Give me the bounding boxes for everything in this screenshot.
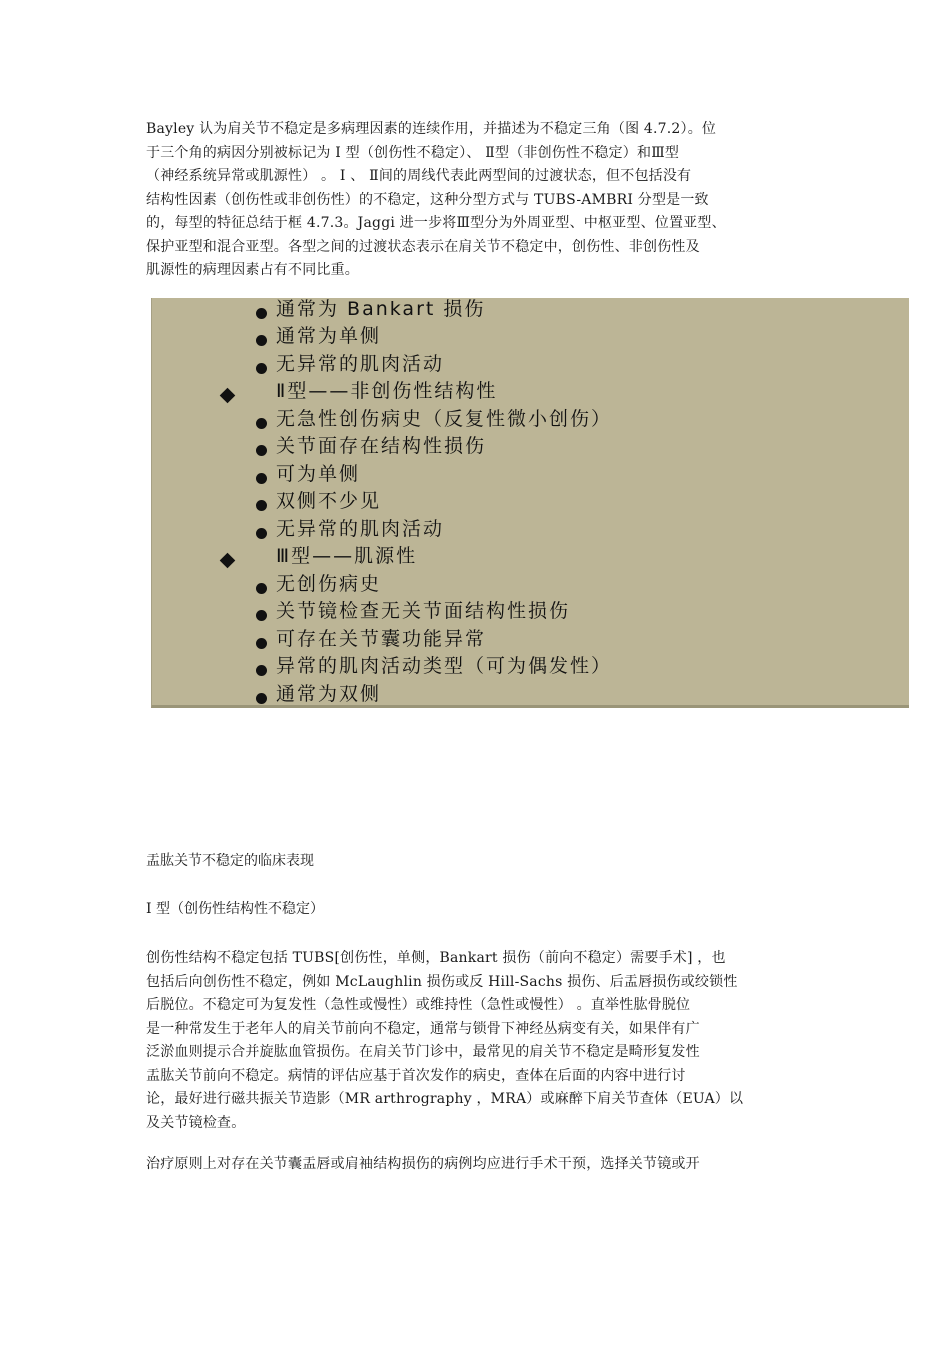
- text-line: 是一种常发生于老年人的肩关节前向不稳定，通常与锁骨下神经丛病变有关，如果伴有广: [146, 1020, 700, 1037]
- box-item: 关节面存在结构性损伤: [276, 435, 487, 457]
- treatment-paragraph: [146, 1153, 806, 1177]
- box-item: 可为单侧: [276, 463, 361, 485]
- bullet-icon: [256, 500, 267, 511]
- text-line: （神经系统异常或肌源性） 。 Ⅰ 、 Ⅱ间的周线代表此两型间的过渡状态，但不包括没有: [146, 168, 692, 184]
- bullet-icon: [256, 335, 267, 346]
- box-section-heading: Ⅱ型——非创伤性结构性: [276, 380, 498, 402]
- text-line: 于三个角的病因分别被标记为 Ⅰ 型（创伤性不稳定）、 Ⅱ型（非创伤性不稳定）和Ⅲ型: [146, 144, 680, 161]
- bullet-icon: [256, 418, 267, 429]
- intro-paragraph: [146, 118, 806, 283]
- box-item: 可存在关节囊功能异常: [276, 628, 487, 650]
- text-line: 盂肱关节前向不稳定。病情的评估应基于首次发作的病史，查体在后面的内容中进行讨: [146, 1067, 686, 1084]
- bullet-icon: [256, 363, 267, 374]
- bullet-icon: [256, 308, 267, 319]
- text-line: 肌源性的病理因素占有不同比重。: [146, 262, 359, 278]
- text-line: 泛淤血则提示合并旋肱血管损伤。在肩关节门诊中，最常见的肩关节不稳定是畸形复发性: [146, 1044, 700, 1060]
- box-item: 无急性创伤病史（反复性微小创伤）: [276, 408, 613, 430]
- box-item: 通常为 Bankart 损伤: [276, 298, 486, 320]
- subsection-heading: Ⅰ 型（创伤性结构性不稳定）: [146, 901, 324, 917]
- text-line: Bayley 认为肩关节不稳定是多病理因素的连续作用，并描述为不稳定三角（图 4.7.2）。位: [146, 121, 717, 137]
- box-item: 无创伤病史: [276, 573, 382, 595]
- text-line: 的，每型的特征总结于框 4.7.3。Jaggi 进一步将Ⅲ型分为外周亚型、中枢亚型、位置亚型、: [146, 215, 726, 231]
- diamond-icon: [220, 388, 236, 404]
- text-line: 及关节镜检查。: [146, 1114, 246, 1131]
- box-item: 通常为单侧: [276, 325, 382, 347]
- type-one-paragraph: [146, 947, 806, 1135]
- diamond-icon: [220, 553, 236, 569]
- bullet-icon: [256, 665, 267, 676]
- section-heading: 盂肱关节不稳定的临床表现: [146, 853, 314, 869]
- bullet-icon: [256, 445, 267, 456]
- bullet-icon: [256, 638, 267, 649]
- text-line: 治疗原则上对存在关节囊盂唇或肩袖结构损伤的病例均应进行手术干预，选择关节镜或开: [146, 1156, 700, 1172]
- classification-box-figure: [151, 298, 909, 708]
- box-section-heading: Ⅲ型——肌源性: [276, 545, 418, 567]
- bullet-icon: [256, 528, 267, 539]
- box-item: 异常的肌肉活动类型（可为偶发性）: [276, 655, 613, 677]
- bullet-icon: [256, 473, 267, 484]
- box-item: 无异常的肌肉活动: [276, 353, 445, 375]
- text-line: 论，最好进行磁共振关节造影（MR arthrography ，MRA）或麻醉下肩关节查体（EUA）以: [146, 1091, 744, 1107]
- text-line: 包括后向创伤性不稳定，例如 McLaughlin 损伤或反 Hill-Sachs 损伤、后盂唇损伤或绞锁性: [146, 973, 738, 990]
- box-item: 关节镜检查无关节面结构性损伤: [276, 600, 571, 622]
- bullet-icon: [256, 610, 267, 621]
- box-item: 双侧不少见: [276, 490, 382, 512]
- text-line: 创伤性结构不稳定包括 TUBS[创伤性，单侧，Bankart 损伤（前向不稳定）需要手术] ，也: [146, 950, 726, 966]
- text-line: 后脱位。不稳定可为复发性（急性或慢性）或维持性（急性或慢性） 。直举性肱骨脱位: [146, 997, 691, 1013]
- text-line: 结构性因素（创伤性或非创伤性）的不稳定，这种分型方式与 TUBS-AMBRI 分型是一致: [146, 191, 709, 208]
- text-line: 保护亚型和混合亚型。各型之间的过渡状态表示在肩关节不稳定中，创伤性、非创伤性及: [146, 238, 700, 255]
- box-item: 通常为双侧: [276, 683, 382, 705]
- box-item: 无异常的肌肉活动: [276, 518, 445, 540]
- bullet-icon: [256, 693, 267, 704]
- bullet-icon: [256, 583, 267, 594]
